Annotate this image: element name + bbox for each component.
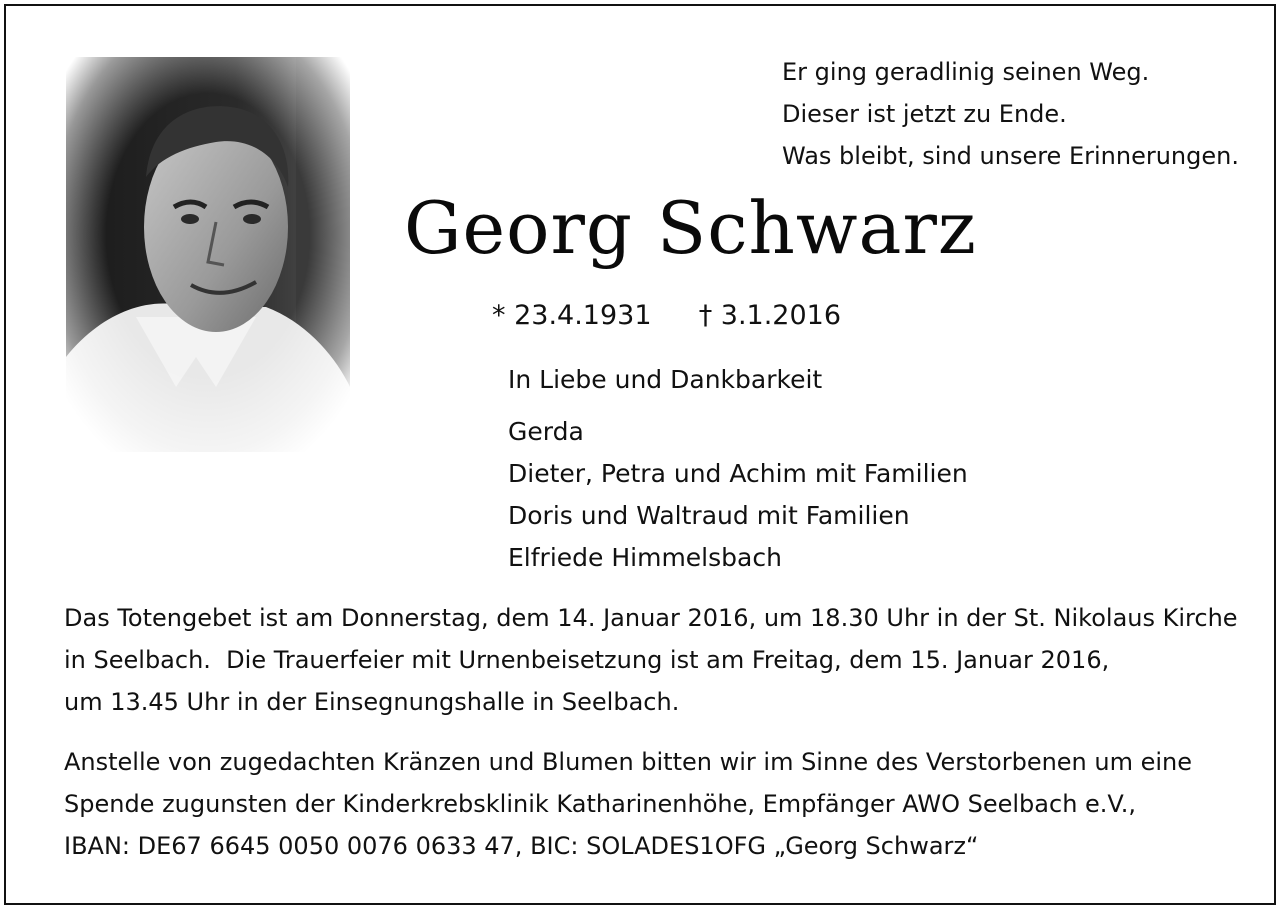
portrait-photo [66, 57, 350, 452]
mourner: Dieter, Petra und Achim mit Familien [508, 459, 968, 488]
donation-line: Anstelle von zugedachten Kränzen und Blumen bitten wir im Sinne des Verstorbenen um eine [64, 748, 1193, 776]
mourners-list [508, 411, 968, 579]
donation-request [64, 741, 1244, 867]
donation-line: IBAN: DE67 6645 0050 0076 0633 47, BIC: SOLADES1OFG „Georg Schwarz“ [64, 832, 979, 860]
poem-line: Dieser ist jetzt zu Ende. [782, 100, 1067, 128]
mourner: Doris und Waltraud mit Familien [508, 501, 910, 530]
poem-line: Er ging geradlinig seinen Weg. [782, 58, 1150, 86]
service-line: in Seelbach. Die Trauerfeier mit Urnenbeisetzung ist am Freitag, dem 15. Januar 2016, [64, 646, 1110, 674]
life-dates [492, 296, 841, 336]
mourner: Elfriede Himmelsbach [508, 543, 782, 572]
service-information [64, 597, 1244, 723]
poem-line: Was bleibt, sind unsere Erinnerungen. [782, 142, 1239, 170]
service-line: um 13.45 Uhr in der Einsegnungshalle in Seelbach. [64, 688, 680, 716]
death-date: † 3.1.2016 [698, 300, 842, 331]
mourner: Gerda [508, 417, 584, 446]
poem [782, 51, 1262, 177]
donation-line: Spende zugunsten der Kinderkrebsklinik Katharinenhöhe, Empfänger AWO Seelbach e.V., [64, 790, 1137, 818]
deceased-name: Georg Schwarz [404, 186, 977, 270]
service-line: Das Totengebet ist am Donnerstag, dem 14. Januar 2016, um 18.30 Uhr in der St. Nikolaus Kirche [64, 604, 1238, 632]
dedication: In Liebe und Dankbarkeit [508, 365, 823, 394]
birth-date: * 23.4.1931 [492, 300, 652, 331]
